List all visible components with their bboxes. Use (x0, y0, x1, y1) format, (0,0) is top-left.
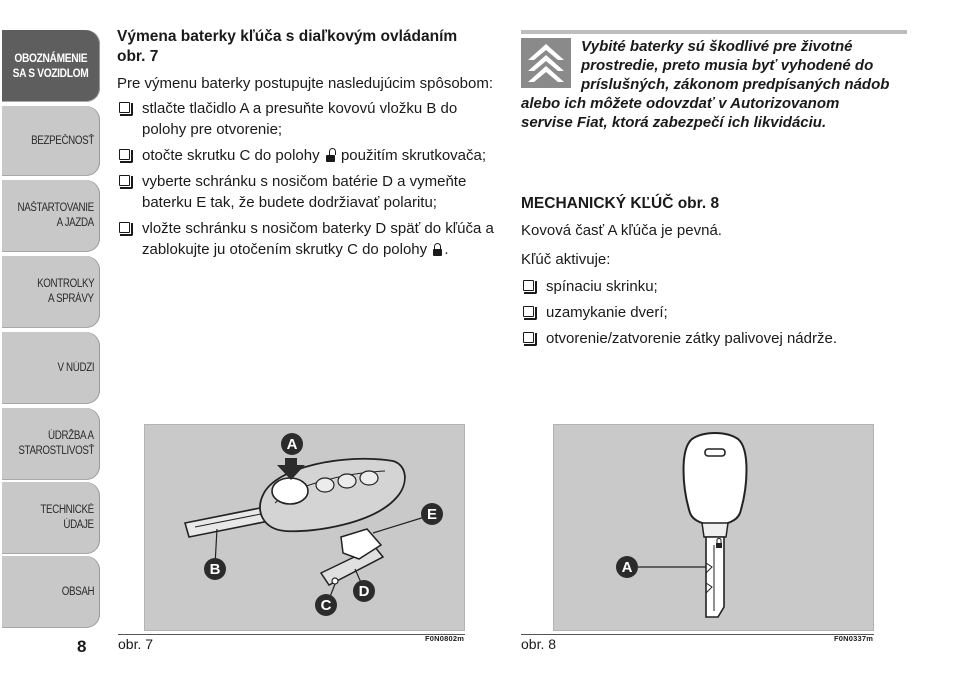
figure-7-remote-key-illustration (144, 424, 465, 631)
callout-a-label: A (286, 436, 298, 453)
tab-obsah[interactable] (2, 556, 100, 628)
checkbox-bullet-icon (119, 102, 130, 113)
figure-8-rule (521, 634, 874, 635)
tab-oboznamenie[interactable] (2, 30, 100, 102)
page-number: 8 (77, 637, 87, 656)
note-divider (521, 30, 907, 34)
figure-7-rule (118, 634, 465, 635)
list-item (521, 302, 911, 323)
intro-text: Pre výmenu baterky postupujte nasledujúcim spôsobom: (117, 75, 494, 92)
item-text: otvorenie/zatvorenie zátky palivovej nádrže. (546, 330, 837, 347)
tab-label-line: KONTROLKY (36, 278, 94, 290)
tab-label-line: V NÚDZI (57, 361, 94, 374)
checkbox-bullet-icon (119, 149, 130, 160)
tab-udrzba[interactable] (2, 408, 100, 480)
unlocked-padlock-icon (326, 149, 335, 162)
tab-label-line: OBOZNÁMENIE (14, 51, 88, 65)
callout-d-label: D (358, 583, 370, 600)
section-title-line: Výmena baterky kľúča s diaľkovým ovládaním (117, 28, 458, 45)
battery-replacement-section (117, 27, 502, 265)
checkbox-bullet-icon (119, 175, 130, 186)
tab-label-line: A SPRÁVY (48, 293, 94, 305)
section-title: MECHANICKÝ KĽÚČ obr. 8 (521, 195, 720, 212)
tab-label-line: ÚDAJE (63, 519, 94, 531)
step-text: použitím skrutkovača; (340, 147, 487, 164)
tab-label-line: SA S VOZIDLOM (13, 66, 89, 80)
body-text: Kľúč aktivuje: (521, 251, 611, 268)
checkbox-bullet-icon (523, 306, 534, 317)
tab-nastartovanie[interactable] (2, 180, 100, 252)
steps-list (117, 98, 502, 260)
figure-7-code: F0N0802m (425, 634, 465, 643)
section-title (117, 27, 502, 67)
step-text: stlačte tlačidlo A a presuňte kovovú vložku B do polohy pre otvorenie; (142, 100, 458, 138)
tab-bezpecnost[interactable] (2, 106, 100, 176)
figure-8-code: F0N0337m (834, 634, 874, 643)
step-text: vložte schránku s nosičom baterky D späť do kľúča a zablokujte ju otočením skrutky C do polohy (142, 220, 494, 258)
note-line: prostredie, preto musia byť vyhodené do (581, 57, 874, 74)
list-item (521, 276, 911, 297)
step-text: otočte skrutku C do polohy (142, 147, 320, 164)
note-line: servise Fiat, ktorá zabezpečí ich likvidáciu. (521, 114, 827, 131)
functions-list (521, 276, 911, 349)
checkbox-bullet-icon (523, 332, 534, 343)
mechanical-key-section (521, 194, 911, 354)
callout-e-label: E (426, 506, 438, 523)
tab-label-line: TECHNICKÉ (40, 504, 94, 516)
callout-a-label: A (621, 559, 633, 576)
tab-label-line: BEZPEČNOSŤ (31, 134, 94, 147)
step-text: vyberte schránku s nosičom batérie D a vymeňte baterku E tak, že budete dodržiavať polaritu; (142, 173, 467, 211)
callout-c-label: C (320, 597, 332, 614)
list-item (117, 218, 502, 260)
figure-reference: obr. 7 (117, 48, 159, 65)
environment-note (521, 37, 907, 132)
note-line: príslušných, zákonom predpísaných nádob (581, 76, 890, 93)
figure-8-mechanical-key-illustration (553, 424, 874, 631)
checkbox-bullet-icon (523, 280, 534, 291)
callout-b-label: B (209, 561, 221, 578)
tab-v-nudzi[interactable] (2, 332, 100, 404)
item-text: uzamykanie dverí; (546, 304, 668, 321)
checkbox-bullet-icon (119, 222, 130, 233)
body-text: Kovová časť A kľúča je pevná. (521, 222, 722, 239)
tab-label-line: OBSAH (61, 585, 94, 598)
locked-padlock-icon (433, 243, 442, 256)
figure-8-caption: obr. 8 (521, 636, 557, 652)
tab-label-line: STAROSTLIVOSŤ (18, 445, 94, 457)
figure-7-caption: obr. 7 (118, 636, 154, 652)
list-item (117, 145, 502, 166)
note-line: alebo ich môžete odovzdať v Autorizovanom (521, 95, 840, 112)
tab-label-line: ÚDRŽBA A (48, 430, 94, 442)
list-item (117, 98, 502, 140)
tab-label-line: A JAZDA (56, 217, 94, 229)
tab-technicke-udaje[interactable] (2, 482, 100, 554)
list-item (117, 171, 502, 213)
tab-kontrolky[interactable] (2, 256, 100, 328)
note-line: Vybité baterky sú škodlivé pre životné (581, 38, 853, 55)
item-text: spínaciu skrinku; (546, 278, 658, 295)
step-text: . (444, 241, 449, 258)
list-item (521, 328, 911, 349)
tab-label-line: NAŠTARTOVANIE (17, 202, 94, 214)
